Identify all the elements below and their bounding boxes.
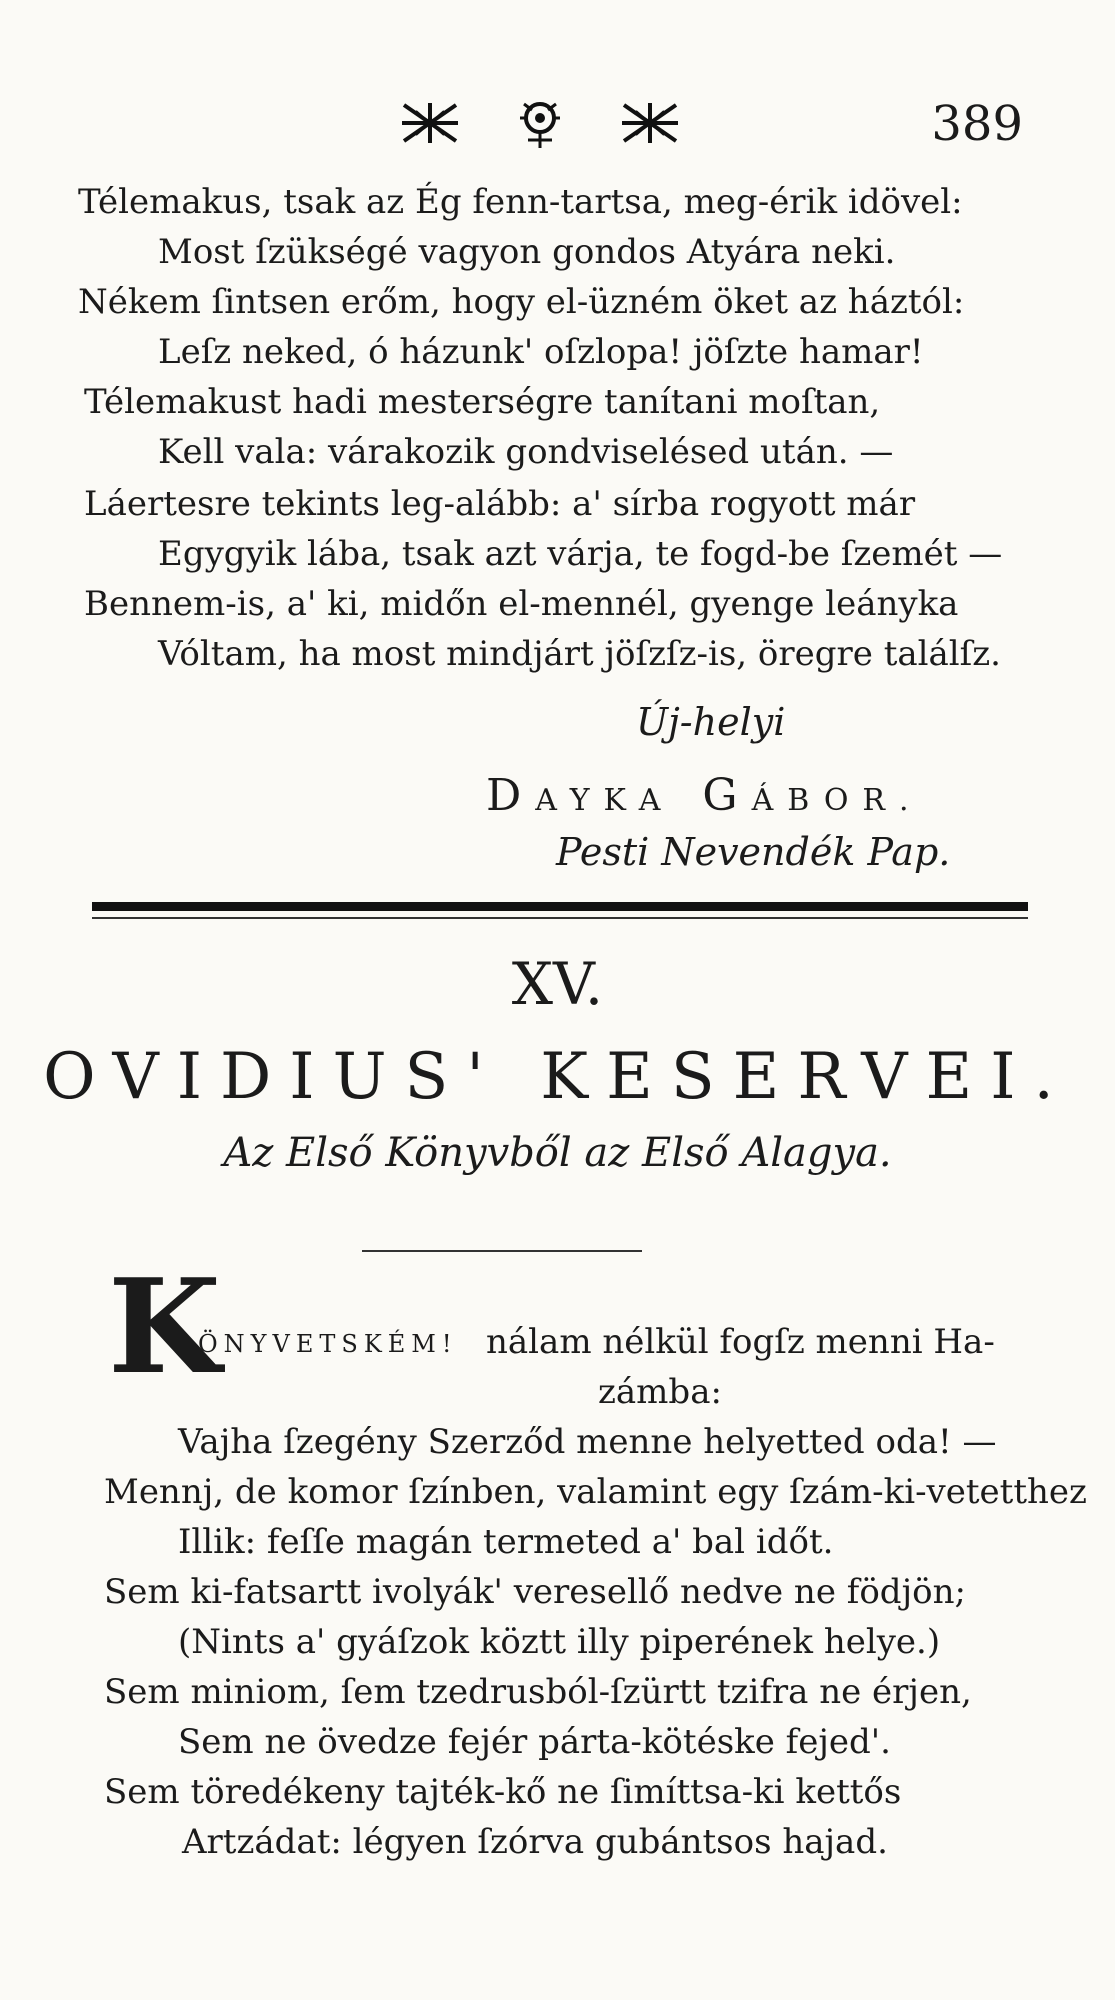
crossed-star-ornament-icon <box>620 101 680 145</box>
verse-line: Télemakust hadi mesterségre tanítani moſtan, <box>84 382 881 422</box>
verse-line: zámba: <box>598 1372 722 1412</box>
subtitle-divider <box>362 1250 642 1252</box>
verse-line: Vajha ſzegény Szerződ menne helyetted oda! — <box>178 1422 997 1462</box>
floral-ornament-icon <box>510 96 570 150</box>
poem-subtitle: Az Első Könyvből az Első Alagya. <box>223 1130 892 1176</box>
verse-line: Leſz neked, ó házunk' oſzlopa! jöſzte hamar! <box>158 332 924 372</box>
verse-line: Bennem-is, a' ki, midőn el-mennél, gyenge leányka <box>84 584 959 624</box>
signature-place: Új-helyi <box>636 700 786 744</box>
verse-line: Nékem ſintsen erőm, hogy el-üzném öket az háztól: <box>78 282 965 322</box>
verse-line: Mennj, de komor ſzínben, valamint egy ſzám-ki-vetetthez <box>104 1472 1087 1512</box>
page-number: 389 <box>931 96 1023 152</box>
section-divider-thin <box>92 917 1028 919</box>
section-number: XV. <box>511 950 604 1018</box>
signature-smallcaps: ÁBOR. <box>751 783 923 818</box>
verse-line: Most ſzükségé vagyon gondos Atyára neki. <box>158 232 896 272</box>
poem-title: OVIDIUS' KESERVEI. <box>43 1040 1072 1114</box>
signature-smallcaps: AYKA <box>535 783 675 818</box>
verse-line: Sem miniom, ſem tzedrusból-ſzürtt tzifra ne érjen, <box>104 1672 972 1712</box>
drop-cap: K <box>108 1250 221 1403</box>
verse-line: (Nints a' gyáſzok köztt illy piperének helye.) <box>178 1622 941 1662</box>
verse-line: Illik: feſſe magán termeted a' bal időt. <box>178 1522 834 1562</box>
signature-initial: G <box>702 770 752 821</box>
verse-line: Vóltam, ha most mindjárt jöſzſz-is, öregre találſz. <box>158 634 1001 674</box>
verse-line: Télemakus, tsak az Ég fenn-tartsa, meg-érik idövel: <box>78 182 963 222</box>
verse-line: Láertesre tekints leg-alább: a' sírba rogyott már <box>84 484 916 524</box>
header-ornament <box>400 96 680 150</box>
verse-line: Sem töredékeny tajték-kő ne ſimíttsa-ki kettős <box>104 1772 902 1812</box>
verse-line: Artzádat: légyen ſzórva gubántsos hajad. <box>182 1822 888 1862</box>
verse-line: Sem ki-fatsartt ivolyák' veresellő nedve ne födjön; <box>104 1572 966 1612</box>
section-divider-thick <box>92 902 1028 911</box>
crossed-star-ornament-icon <box>400 101 460 145</box>
signature-initial: D <box>486 770 536 821</box>
verse-line: Egygyik lába, tsak azt várja, te fogd-be ſzemét — <box>158 534 1003 574</box>
first-word-smallcaps: ÖNYVETSKÉM! <box>198 1330 458 1358</box>
verse-line: Kell vala: várakozik gondviselésed után. — <box>158 432 894 472</box>
signature-author-name <box>486 770 923 821</box>
signature-role: Pesti Nevendék Pap. <box>556 830 951 874</box>
verse-line: nálam nélkül fogſz menni Ha- <box>486 1322 995 1362</box>
verse-line: Sem ne övedze fejér párta-kötéske fejed'. <box>178 1722 891 1762</box>
